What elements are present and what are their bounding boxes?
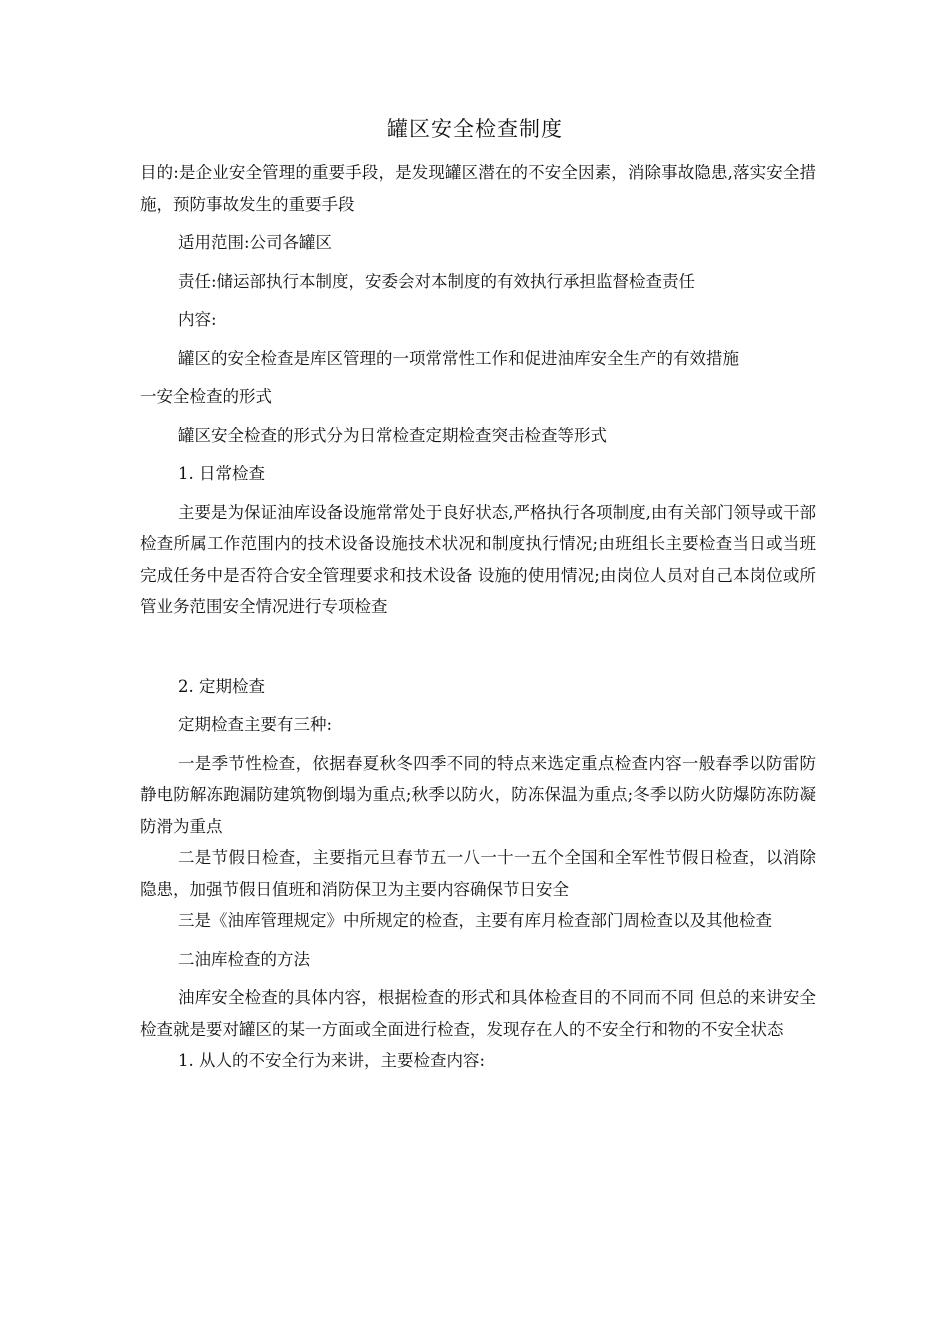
document-title: 罐区安全检查制度 — [387, 117, 563, 141]
blank-line — [140, 623, 816, 671]
section-heading-methods: 二油库检查的方法 — [178, 949, 310, 969]
paragraph-methods: 油库安全检查的具体内容，根据检查的形式和具体检查目的不同而不同 但总的来讲安全检查就是要对罐区的某一方面或全面进行检查，发现存在人的不安全行和物的不安全状态 — [140, 988, 816, 1039]
paragraph-intro: 罐区的安全检查是库区管理的一项常常性工作和促进油库安全生产的有效措施 — [178, 348, 739, 368]
paragraph-seasonal-check: 一是季节性检查，依据春夏秋冬四季不同的特点来选定重点检查内容一般春季以防雷防静电防解冻跑漏防建筑物倒塌为重点;秋季以防火，防冻保温为重点;冬季以防火防爆防冻防凝防滑为重点 — [140, 753, 816, 836]
paragraph-scope: 适用范围:公司各罐区 — [178, 233, 333, 252]
subsection-unsafe-behavior: 1. 从人的不安全行为来讲，主要检查内容: — [178, 1051, 486, 1070]
paragraph-daily-check: 主要是为保证油库设备设施常常处于良好状态,严格执行各项制度,由有关部门领导或干部检查所属工作范围内的技术设备设施技术状况和制度执行情况;由班组长主要检查当日或当班完成任务中是否符合安全管理要求和技术设备 设施的使用情况;由岗位人员对自己本岗位或所管业务范围安全情况进行专项检查 — [140, 502, 816, 616]
paragraph-content-label: 内容: — [178, 310, 217, 329]
paragraph-responsibility: 责任:储运部执行本制度，安委会对本制度的有效执行承担监督检查责任 — [178, 271, 696, 291]
paragraph-forms: 罐区安全检查的形式分为日常检查定期检查突击检查等形式 — [178, 425, 607, 445]
paragraph-holiday-check: 二是节假日检查，主要指元旦春节五一八一十一五个全国和全军性节假日检查，以消除隐患，加强节假日值班和消防保卫为主要内容确保节日安全 — [140, 848, 816, 899]
section-heading-forms: 一安全检查的形式 — [140, 387, 272, 406]
paragraph-regulation-check: 三是《油库管理规定》中所规定的检查，主要有库月检查部门周检查以及其他检查 — [178, 911, 772, 930]
paragraph-periodic-types: 定期检查主要有三种: — [178, 715, 333, 734]
subsection-periodic-check: 2. 定期检查 — [178, 676, 265, 696]
document-body — [140, 157, 816, 1077]
paragraph-purpose: 目的:是企业安全管理的重要手段，是发现罐区潜在的不安全因素，消除事故隐患,落实安全措施，预防事故发生的重要手段 — [140, 163, 816, 214]
subsection-daily-check: 1. 日常检查 — [178, 464, 265, 483]
